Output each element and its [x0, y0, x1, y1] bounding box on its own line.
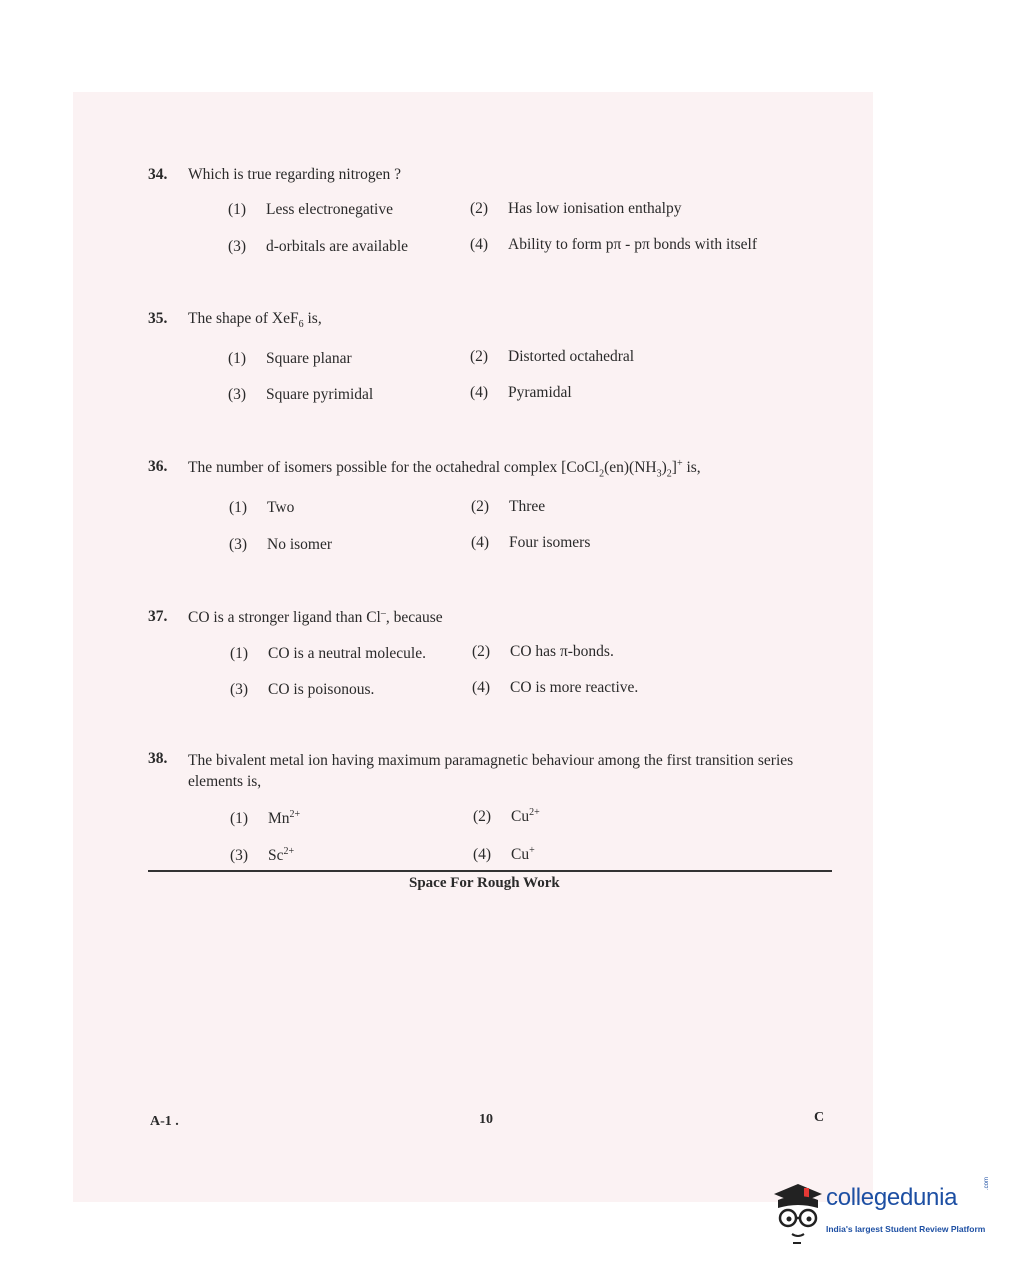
brand-dotcom: .com — [984, 1176, 990, 1190]
page-number: 10 — [479, 1112, 493, 1127]
question-number: 35. — [148, 310, 168, 327]
option-34-3: (3) d-orbitals are available — [228, 238, 409, 255]
divider-line — [148, 870, 832, 872]
option-35-1: (1) Square planar — [228, 350, 352, 367]
booklet-series: C — [814, 1110, 825, 1125]
option-36-3: (3) No isomer — [229, 536, 333, 553]
rough-work-label: Space For Rough Work — [409, 875, 560, 891]
option-38-3: (3) $Sc^{2+}$ — [230, 846, 295, 865]
option-38-2: (2) $Cu^{2+}$ — [473, 807, 540, 826]
brand-name: collegedunia — [826, 1184, 958, 1211]
option-36-1: (1) Two — [229, 499, 295, 516]
option-37-1: (1) CO is a neutral molecule. — [230, 645, 426, 662]
option-37-2: (2) CO has π-bonds. — [472, 643, 614, 660]
option-34-1: (1) Less electronegative — [228, 201, 393, 218]
option-36-2: (2) Three — [471, 498, 546, 515]
option-34-2: (2) Has low ionisation enthalpy — [470, 200, 682, 217]
option-35-3: (3) Square pyrimidal — [228, 386, 374, 403]
paper-code: A-1 . — [150, 1114, 179, 1129]
graduate-mascot-icon — [768, 1178, 824, 1248]
question-number: 38. — [148, 750, 168, 767]
option-37-4: (4) CO is more reactive. — [472, 679, 639, 696]
question-text: The bivalent metal ion having maximum paramagnetic behaviour among the first transition series elements is, — [188, 752, 794, 790]
option-37-3: (3) CO is poisonous. — [230, 681, 375, 698]
collegedunia-logo — [768, 1178, 998, 1248]
option-36-4: (4) Four isomers — [471, 534, 591, 551]
option-35-4: (4) Pyramidal — [470, 384, 572, 401]
question-number: 34. — [148, 166, 168, 183]
brand-tagline: India's largest Student Review Platform — [826, 1224, 986, 1234]
question-number: 37. — [148, 608, 168, 625]
question-text: The number of isomers possible for the octahedral complex $[CoCl_2(en)(NH_3)_2]^+$ is, — [188, 458, 701, 480]
question-text: The shape of XeF$_6$ is, — [188, 310, 322, 331]
question-text: Which is true regarding nitrogen ? — [188, 166, 402, 183]
option-38-4: (4) Cu+ — [473, 845, 535, 864]
question-number: 36. — [148, 458, 168, 475]
option-34-4: (4) Ability to form pπ - pπ bonds with itself — [470, 236, 757, 253]
question-text: CO is a stronger ligand than Cl–, because — [188, 608, 443, 627]
option-35-2: (2) Distorted octahedral — [470, 348, 635, 365]
option-38-1: (1) $Mn^{2+}$ — [230, 809, 301, 828]
